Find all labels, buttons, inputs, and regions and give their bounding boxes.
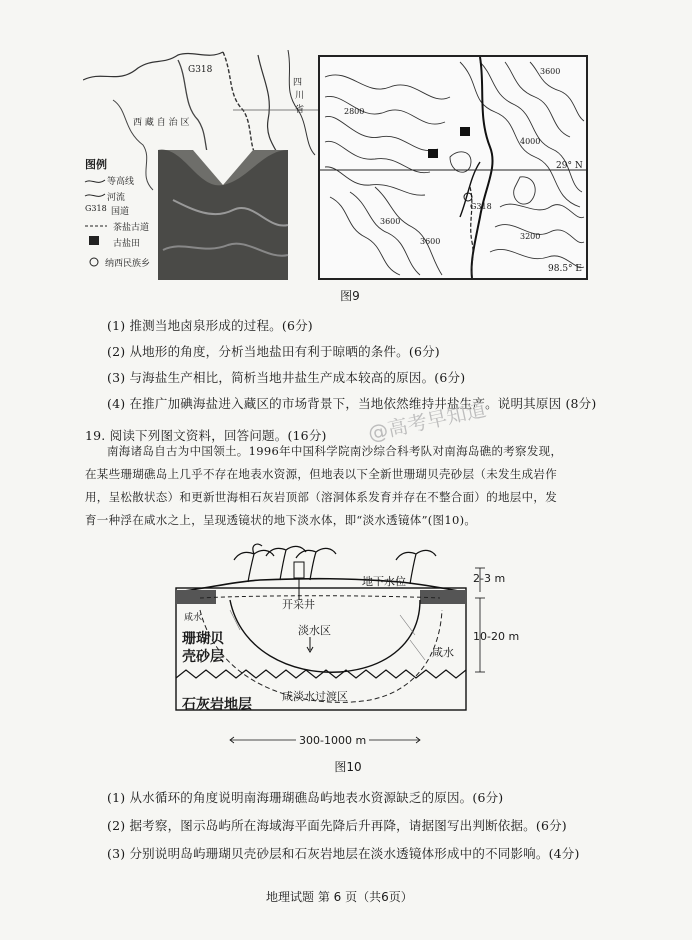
q19-title: 19. 阅读下列图文资料，回答问题。(16分) bbox=[85, 428, 327, 443]
label-limestone: 石灰岩地层 bbox=[182, 697, 252, 713]
contour-label-5: 3200 bbox=[520, 232, 541, 241]
fig10-caption: 图10 bbox=[334, 760, 362, 774]
contour-label-4: 4000 bbox=[520, 137, 541, 146]
road-label-right: G318 bbox=[470, 202, 492, 211]
label-transition: 咸淡水过渡区 bbox=[282, 690, 348, 703]
label-well: 开采井 bbox=[282, 598, 315, 611]
label-dim-top: 2-3 m bbox=[473, 572, 506, 585]
watermark: @高考早知道 bbox=[365, 396, 489, 446]
lon-label: 98.5° E bbox=[548, 264, 582, 274]
prov-label-a: 四 bbox=[293, 78, 303, 88]
para-line-1: 南海诸岛自古为中国领土。1996年中国科学院南沙综合科考队对南海岛礁的考察发现， bbox=[107, 444, 563, 458]
legend-item-contour: 等高线 bbox=[107, 177, 135, 187]
label-salt-left: 咸水 bbox=[184, 613, 203, 623]
region-label: 西 藏 自 治 区 bbox=[133, 118, 190, 128]
contour-label-2: 3600 bbox=[380, 217, 401, 226]
para-line-4: 育一种浮在咸水之上，呈现透镜状的地下淡水体，即“淡水透镜体”(图10)。 bbox=[85, 513, 477, 527]
q18-item-4: (4) 在推广加碘海盐进入藏区的市场背景下，当地依然维持井盐生产。说明其原因 (8分) bbox=[107, 396, 597, 411]
fig9-contour-map bbox=[318, 55, 588, 280]
fig9-caption: 图9 bbox=[340, 289, 360, 303]
contour-label-6: 3600 bbox=[420, 237, 441, 246]
q19-item-1: (1) 从水循环的角度说明南海珊瑚礁岛屿地表水资源缺乏的原因。(6分) bbox=[107, 790, 504, 805]
contour-label-1: 2800 bbox=[344, 107, 365, 116]
q19-item-3: (3) 分别说明岛屿珊瑚贝壳砂层和石灰岩地层在淡水透镜体形成中的不同影响。(4分) bbox=[107, 846, 580, 861]
label-dim-side: 10-20 m bbox=[473, 630, 520, 643]
fig10-diagram bbox=[170, 540, 530, 750]
label-salt-right: 咸水 bbox=[432, 646, 454, 659]
q18-item-1: (1) 推测当地卤泉形成的过程。(6分) bbox=[107, 318, 313, 333]
label-coral-2: 壳砂层 bbox=[182, 649, 224, 665]
legend-item-naxi: 纳西民族乡 bbox=[105, 259, 151, 269]
legend-item-road-code: G318 bbox=[85, 204, 107, 213]
legend-item-salt-field: 古盐田 bbox=[113, 239, 141, 249]
contour-label-3: 3600 bbox=[540, 67, 561, 76]
road-label-g318: G318 bbox=[188, 65, 213, 75]
q18-item-3: (3) 与海盐生产相比，简析当地井盐生产成本较高的原因。(6分) bbox=[107, 370, 466, 385]
legend-title: 图例 bbox=[85, 158, 107, 171]
q19-item-2: (2) 据考察，图示岛屿所在海域海平面先降后升再降，请据图写出判断依据。(6分) bbox=[107, 818, 567, 833]
prov-label-b: 川 bbox=[295, 91, 305, 101]
legend-item-river: 河流 bbox=[107, 193, 126, 203]
legend-item-tea-road: 茶盐古道 bbox=[113, 223, 150, 233]
label-fresh-zone: 淡水区 bbox=[298, 624, 331, 637]
q19-paragraph bbox=[85, 440, 625, 532]
q18-item-2: (2) 从地形的角度，分析当地盐田有利于晾晒的条件。(6分) bbox=[107, 344, 440, 359]
para-line-2: 在某些珊瑚礁岛上几乎不存在地表水资源，但地表以下全新世珊瑚贝壳砂层（未发生成岩作 bbox=[85, 467, 557, 481]
contour-drawing bbox=[320, 57, 586, 278]
fig9-left-map bbox=[83, 50, 318, 282]
page-footer: 地理试题 第 6 页（共6页） bbox=[266, 890, 413, 904]
label-water-table: 地下水位 bbox=[362, 575, 406, 588]
lat-label: 29° N bbox=[556, 161, 583, 171]
label-dim-bottom: 300-1000 m bbox=[296, 734, 369, 747]
label-coral-1: 珊瑚贝 bbox=[182, 631, 224, 647]
para-line-3: 用，呈松散状态）和更新世海相石灰岩顶部（溶洞体系发育并存在不整合面）的地层中，发 bbox=[85, 490, 557, 504]
legend-item-road: 国道 bbox=[111, 207, 130, 217]
prov-label-c: 省 bbox=[295, 105, 305, 115]
